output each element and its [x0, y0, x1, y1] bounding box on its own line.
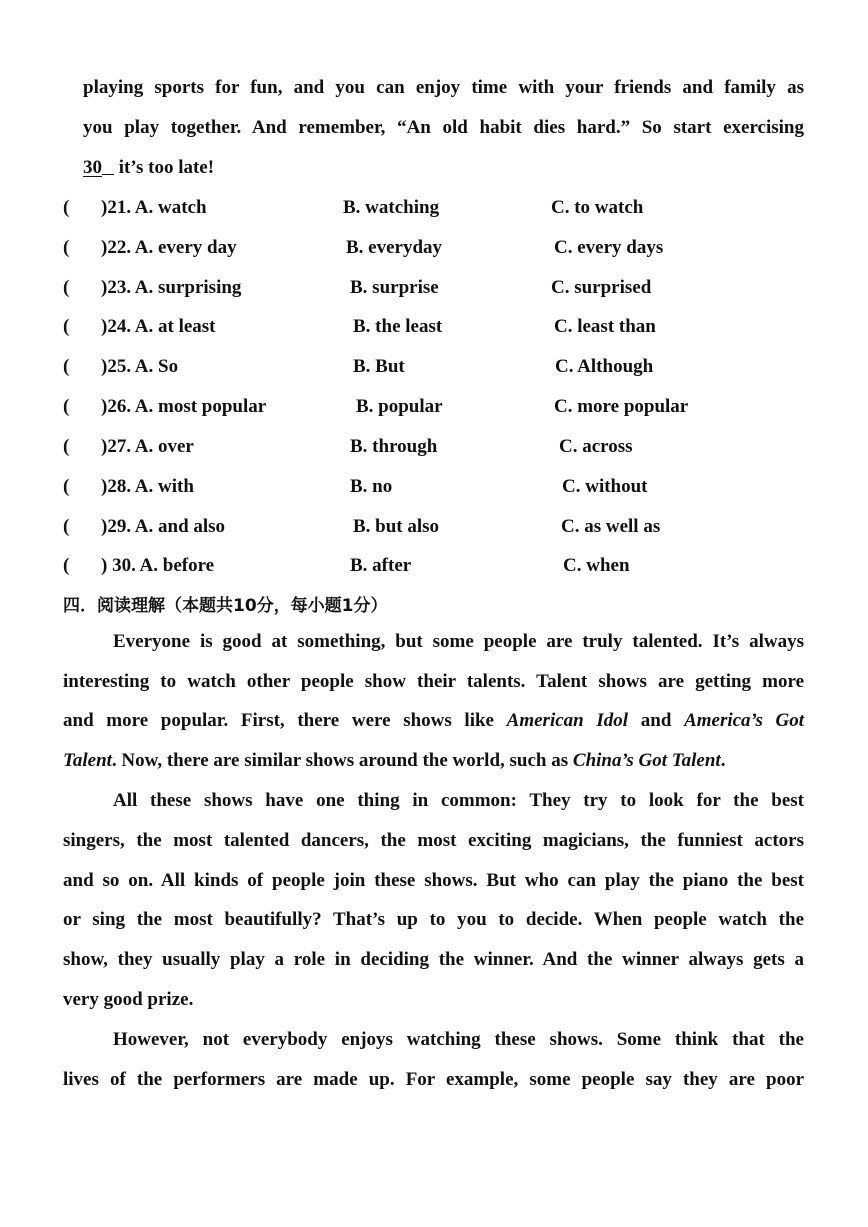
show-title-american-idol: American Idol	[506, 710, 629, 731]
passage-line-2: you play together. And remember, “An old habit dies hard.” So start exercising	[83, 117, 804, 138]
passage-line-3-rest: it’s too late!	[118, 157, 215, 178]
paragraph2-line5: show, they usually play a role in deciding the winner. And the winner always gets a	[63, 949, 804, 970]
paragraph1-line4-a: . Now, there are similar shows around the world, such as	[111, 750, 569, 771]
option-row-30	[63, 553, 823, 579]
answer-paren[interactable]: (	[63, 476, 70, 497]
paragraph1-line4-end: .	[720, 750, 726, 771]
option-b: B. through	[350, 436, 438, 457]
section-heading: 四．阅读理解（本题共10分，每小题1分）	[63, 596, 388, 616]
option-a: )28. A. with	[101, 476, 194, 497]
option-a: ) 30. A. before	[101, 555, 215, 576]
option-b: B. after	[350, 555, 412, 576]
paragraph1-line2: interesting to watch other people show their talents. Talent shows are getting more	[63, 671, 804, 692]
option-a: )26. A. most popular	[101, 396, 267, 417]
option-c: C. across	[559, 436, 633, 457]
paragraph2-line3: and so on. All kinds of people join these shows. But who can play the piano the best	[63, 870, 804, 891]
passage-line-1: playing sports for fun, and you can enjoy time with your friends and family as	[83, 77, 804, 98]
answer-paren[interactable]: (	[63, 237, 70, 258]
paragraph1-line1: Everyone is good at something, but some people are truly talented. It’s always	[113, 631, 804, 652]
option-c: C. every days	[554, 237, 664, 258]
option-a: )22. A. every day	[101, 237, 237, 258]
paragraph1-line4	[63, 749, 804, 773]
blank-30: 30	[83, 157, 102, 178]
option-b: B. But	[353, 356, 405, 377]
paragraph1-line3-b: and	[640, 710, 672, 731]
option-a: )24. A. at least	[101, 316, 216, 337]
option-row-28	[63, 474, 823, 500]
show-title-americas-got-talent-end: Talent	[63, 750, 112, 771]
option-c: C. least than	[554, 316, 656, 337]
paragraph3-line2: lives of the performers are made up. For example, some people say they are poor	[63, 1069, 804, 1090]
answer-paren[interactable]: (	[63, 316, 70, 337]
option-c: C. more popular	[554, 396, 689, 417]
answer-paren[interactable]: (	[63, 197, 70, 218]
show-title-chinas-got-talent: China’s Got Talent	[572, 750, 721, 771]
option-c: C. when	[563, 555, 630, 576]
option-c: C. surprised	[551, 277, 652, 298]
answer-paren[interactable]: (	[63, 436, 70, 457]
option-a: )29. A. and also	[101, 516, 226, 537]
option-c: C. Although	[555, 356, 654, 377]
option-c: C. as well as	[561, 516, 661, 537]
answer-paren[interactable]: (	[63, 356, 70, 377]
option-a: )21. A. watch	[101, 197, 207, 218]
option-row-23	[63, 275, 823, 301]
option-a: )23. A. surprising	[101, 277, 242, 298]
option-a: )25. A. So	[101, 356, 179, 377]
paragraph2-line1: All these shows have one thing in common: They try to look for the best	[113, 790, 804, 811]
paragraph1-line3	[63, 709, 804, 733]
option-b: B. but also	[353, 516, 440, 537]
option-row-25	[63, 354, 823, 380]
option-row-24	[63, 314, 823, 340]
answer-paren[interactable]: (	[63, 396, 70, 417]
option-b: B. everyday	[346, 237, 443, 258]
option-row-27	[63, 434, 823, 460]
option-row-29	[63, 514, 823, 540]
option-c: C. to watch	[551, 197, 644, 218]
passage-line-3	[83, 156, 214, 180]
option-b: B. surprise	[350, 277, 439, 298]
answer-paren[interactable]: (	[63, 516, 70, 537]
option-row-26	[63, 394, 823, 420]
option-b: B. popular	[356, 396, 443, 417]
show-title-americas-got-talent: America’s Got	[684, 710, 805, 731]
paragraph3-line1: However, not everybody enjoys watching these shows. Some think that the	[113, 1029, 804, 1050]
option-row-21	[63, 195, 823, 221]
answer-paren[interactable]: (	[63, 555, 70, 576]
option-b: B. no	[350, 476, 393, 497]
answer-paren[interactable]: (	[63, 277, 70, 298]
option-a: )27. A. over	[101, 436, 194, 457]
option-c: C. without	[562, 476, 648, 497]
option-row-22	[63, 235, 823, 261]
paragraph2-line6: very good prize.	[63, 989, 194, 1010]
option-b: B. the least	[353, 316, 443, 337]
paragraph1-line3-a: and more popular. First, there were shows like	[63, 710, 494, 731]
paragraph2-line4: or sing the most beautifully? That’s up to you to decide. When people watch the	[63, 909, 804, 930]
paragraph2-line2: singers, the most talented dancers, the most exciting magicians, the funniest actors	[63, 830, 804, 851]
option-b: B. watching	[343, 197, 440, 218]
